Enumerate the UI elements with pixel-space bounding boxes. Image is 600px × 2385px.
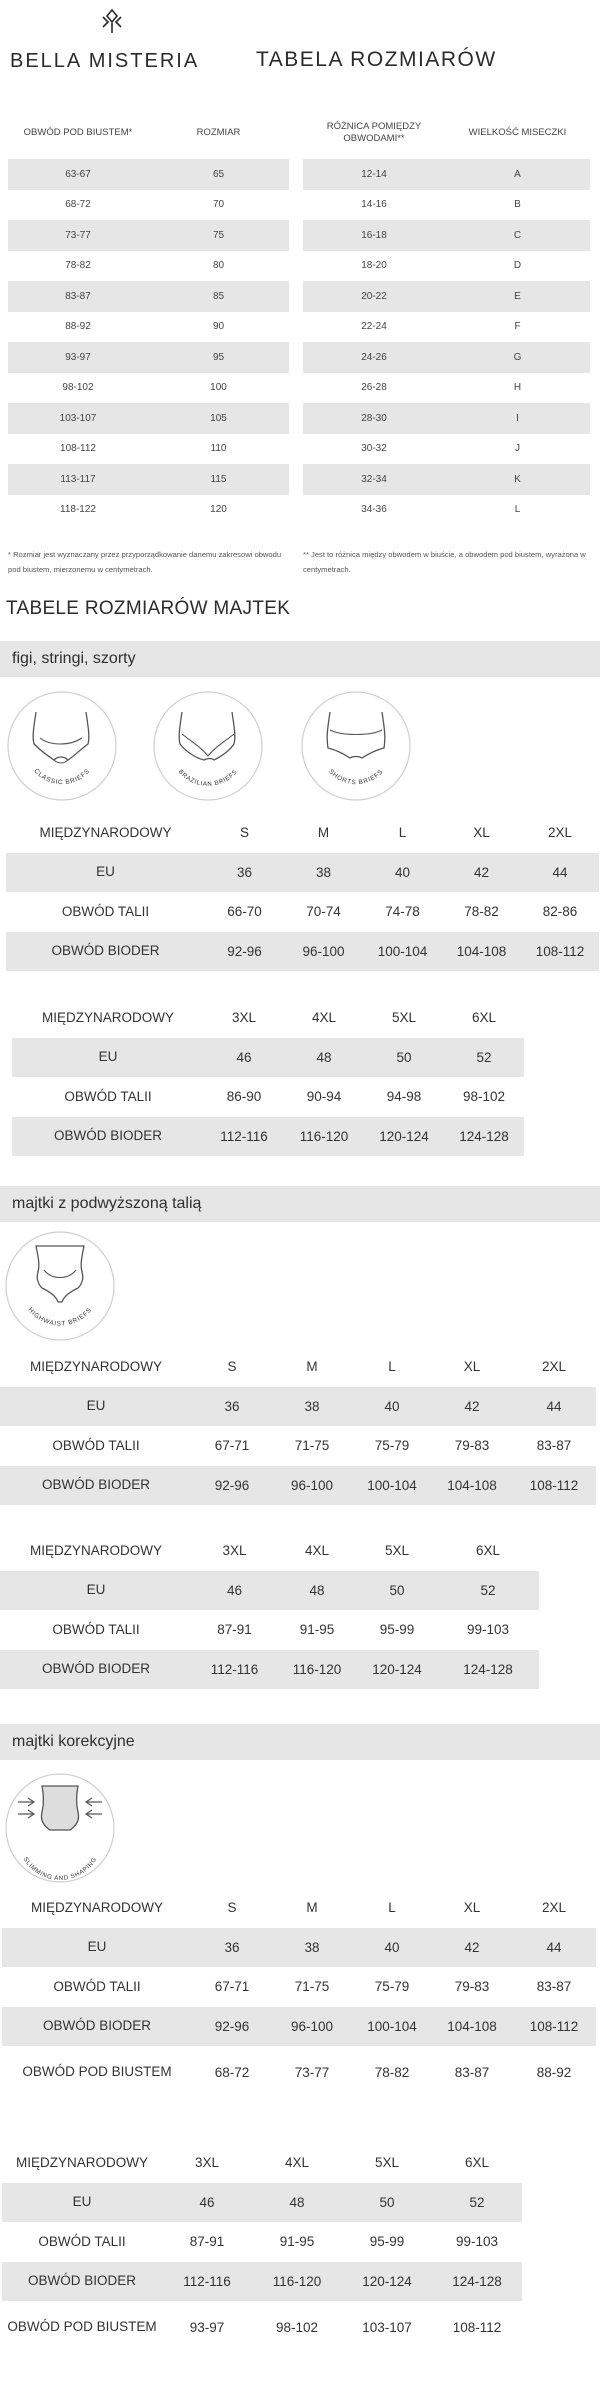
table-cell: 42 bbox=[432, 1387, 512, 1427]
table-cell: 98-102 bbox=[462, 1089, 506, 1105]
table-row bbox=[303, 312, 590, 343]
table-cell: 6XL bbox=[471, 1010, 497, 1026]
table-cell: B bbox=[514, 199, 521, 211]
table-cell: 50 bbox=[342, 2183, 432, 2223]
table-cell: 75-79 bbox=[374, 1438, 410, 1454]
table-cell: 44 bbox=[521, 853, 599, 893]
row-header: EU bbox=[0, 1571, 192, 1611]
table-row bbox=[2, 2222, 522, 2262]
row-header: EU bbox=[12, 1038, 204, 1078]
table-cell: 44 bbox=[512, 1928, 596, 1968]
table-cell: 73-77 bbox=[8, 220, 148, 251]
table-cell: I bbox=[445, 403, 590, 434]
table-cell: 100-104 bbox=[352, 1466, 432, 1506]
column-header: OBWÓD POD BIUSTEM* bbox=[23, 127, 133, 138]
table-cell: 108-112 bbox=[521, 932, 599, 972]
table-row bbox=[12, 1077, 524, 1117]
table-cell: 120 bbox=[210, 504, 227, 516]
table-cell: 120-124 bbox=[357, 1650, 437, 1690]
table-cell: 6XL bbox=[475, 1543, 501, 1559]
shaping-size-table-1 bbox=[2, 1888, 596, 2098]
table-cell: 46 bbox=[204, 1038, 284, 1078]
table-row bbox=[2, 2301, 522, 2353]
size-header-row bbox=[2, 1888, 596, 1928]
table-cell: 5XL bbox=[384, 1543, 410, 1559]
table-row bbox=[303, 190, 590, 221]
table-cell: 38 bbox=[272, 1387, 352, 1427]
table-cell: 50 bbox=[364, 1038, 444, 1078]
table-cell: 124-128 bbox=[444, 1117, 524, 1157]
row-header: EU bbox=[6, 853, 205, 893]
table-cell: S bbox=[239, 825, 249, 841]
table-cell: 93-97 bbox=[8, 342, 148, 373]
table-cell: S bbox=[227, 1359, 237, 1375]
size-header-row bbox=[0, 1531, 539, 1571]
table-cell: 4XL bbox=[284, 2155, 310, 2171]
row-header: MIĘDZYNARODOWY bbox=[15, 2154, 148, 2170]
table-row bbox=[303, 251, 590, 282]
table-cell: 104-108 bbox=[432, 2007, 512, 2047]
row-header: OBWÓD TALII bbox=[64, 1088, 152, 1104]
table-cell: 67-71 bbox=[214, 1979, 250, 1995]
table-cell: 99-103 bbox=[466, 1622, 510, 1638]
table-row bbox=[6, 932, 599, 972]
bella-misteria-logo-icon bbox=[100, 8, 124, 34]
table-row bbox=[303, 220, 590, 251]
table-cell: 50 bbox=[357, 1571, 437, 1611]
table-cell: 83-87 bbox=[8, 281, 148, 312]
table-cell: 36 bbox=[205, 853, 284, 893]
table-cell: 103-107 bbox=[362, 2319, 412, 2335]
table-cell: 66-70 bbox=[227, 904, 262, 920]
table-cell: D bbox=[513, 260, 522, 272]
table-cell: 4XL bbox=[311, 1010, 337, 1026]
table-row bbox=[8, 434, 289, 465]
table-cell: C bbox=[445, 220, 590, 251]
table-row bbox=[303, 495, 590, 526]
table-row bbox=[8, 281, 289, 312]
table-cell: 83-87 bbox=[536, 1438, 572, 1454]
badge-label: SLIMMING AND SHAPING bbox=[21, 1855, 99, 1883]
section-label-shaping: majtki korekcyjne bbox=[12, 1733, 135, 1750]
table-cell: 48 bbox=[284, 1038, 364, 1078]
table-cell: 70 bbox=[212, 199, 225, 211]
table-cell: 87-91 bbox=[189, 2234, 225, 2250]
page-title: TABELA ROZMIARÓW bbox=[256, 48, 497, 71]
table-cell: 52 bbox=[432, 2183, 522, 2223]
shorts-briefs-icon bbox=[300, 690, 412, 802]
table-cell: 34-36 bbox=[361, 504, 387, 516]
table-cell: 99-103 bbox=[455, 2234, 499, 2250]
table-cell: 24-26 bbox=[303, 342, 445, 373]
table-row bbox=[8, 251, 289, 282]
table-row bbox=[8, 159, 289, 190]
table-cell: 92-96 bbox=[205, 932, 284, 972]
table-cell: 2XL bbox=[541, 1359, 567, 1375]
table-cell: 40 bbox=[352, 1928, 432, 1968]
table-cell: 79-83 bbox=[454, 1979, 490, 1995]
table-row bbox=[2, 2183, 522, 2223]
table-cell: L bbox=[398, 825, 407, 841]
table-cell: 78-82 bbox=[374, 2064, 410, 2080]
table-cell: S bbox=[227, 1900, 237, 1916]
table-cell: 85 bbox=[148, 281, 289, 312]
table-cell: 116-120 bbox=[252, 2262, 342, 2302]
table-cell: 46 bbox=[162, 2183, 252, 2223]
table-row bbox=[303, 281, 590, 312]
table-cell: 68-72 bbox=[214, 2064, 250, 2080]
table-cell: M bbox=[317, 825, 330, 841]
table-cell: 52 bbox=[444, 1038, 524, 1078]
table-cell: M bbox=[306, 1900, 318, 1916]
table-row bbox=[0, 1650, 539, 1690]
table-cell: 95-99 bbox=[369, 2234, 405, 2250]
table-cell: 78-82 bbox=[65, 260, 91, 272]
table-cell: 40 bbox=[352, 1387, 432, 1427]
table-cell: XL bbox=[473, 825, 490, 841]
table-row bbox=[8, 373, 289, 404]
table-cell: 67-71 bbox=[214, 1438, 250, 1454]
table-row bbox=[303, 373, 590, 404]
table-cell: 71-75 bbox=[294, 1438, 330, 1454]
table-cell: 104-108 bbox=[442, 932, 521, 972]
table-cell: 115 bbox=[148, 464, 289, 495]
table-row bbox=[8, 190, 289, 221]
table-cell: 93-97 bbox=[189, 2319, 225, 2335]
table-cell: 22-24 bbox=[361, 321, 387, 333]
table-cell: 112-116 bbox=[192, 1650, 277, 1690]
row-header: OBWÓD BIODER bbox=[12, 1117, 204, 1157]
column-header: ROZMIAR bbox=[196, 127, 241, 138]
table-cell: 42 bbox=[442, 853, 521, 893]
table-cell: 120-124 bbox=[364, 1117, 444, 1157]
table-cell: 38 bbox=[284, 853, 363, 893]
table-cell: 65 bbox=[148, 159, 289, 190]
table-cell: 75 bbox=[148, 220, 289, 251]
table-row bbox=[303, 464, 590, 495]
briefs-size-table-2 bbox=[12, 998, 524, 1156]
table-cell: 48 bbox=[277, 1571, 357, 1611]
row-header: OBWÓD BIODER bbox=[6, 932, 205, 972]
table-cell: M bbox=[306, 1359, 318, 1375]
table-cell: L bbox=[388, 1359, 396, 1375]
row-header: EU bbox=[2, 2183, 162, 2223]
table-cell: A bbox=[445, 159, 590, 190]
table-cell: 79-83 bbox=[454, 1438, 490, 1454]
table-row bbox=[2, 2262, 522, 2302]
badge-label: SHORTS BRIEFS bbox=[327, 768, 385, 787]
table-cell: 118-122 bbox=[60, 504, 96, 516]
table-row bbox=[303, 403, 590, 434]
table-row bbox=[303, 342, 590, 373]
table-cell: 88-92 bbox=[65, 321, 91, 333]
row-header: OBWÓD BIODER bbox=[0, 1650, 192, 1690]
shaping-size-table-2 bbox=[2, 2143, 522, 2353]
table-cell: 78-82 bbox=[464, 904, 499, 920]
table-cell: 95-99 bbox=[379, 1622, 415, 1638]
table-cell: 124-128 bbox=[432, 2262, 522, 2302]
row-header: OBWÓD TALII bbox=[52, 1621, 140, 1637]
table-cell: 30-32 bbox=[361, 443, 387, 455]
section-label-highwaist: majtki z podwyższoną talią bbox=[12, 1195, 202, 1212]
table-cell: 112-116 bbox=[204, 1117, 284, 1157]
classic-briefs-icon bbox=[6, 690, 118, 802]
table-cell: 5XL bbox=[391, 1010, 417, 1026]
row-header: EU bbox=[0, 1387, 192, 1427]
table-cell: J bbox=[515, 443, 520, 455]
table-cell: 92-96 bbox=[192, 1466, 272, 1506]
table-cell: 42 bbox=[432, 1928, 512, 1968]
table-cell: 100-104 bbox=[352, 2007, 432, 2047]
row-header: OBWÓD BIODER bbox=[2, 2007, 192, 2047]
size-header-row bbox=[6, 813, 599, 853]
row-header: MIĘDZYNARODOWY bbox=[39, 824, 172, 840]
table-cell: 2XL bbox=[541, 1900, 567, 1916]
table-cell: 44 bbox=[512, 1387, 596, 1427]
table-cell: 28-30 bbox=[303, 403, 445, 434]
row-header: OBWÓD TALII bbox=[61, 903, 150, 919]
table-cell: L bbox=[514, 504, 521, 516]
table-cell: 38 bbox=[272, 1928, 352, 1968]
footnote-band-size: * Rozmiar jest wyznaczany przez przyporządkowanie danemu zakresowi obwodu pod biustem, mierzonemu w centymetrach. bbox=[8, 550, 282, 574]
table-cell: 46 bbox=[192, 1571, 277, 1611]
table-cell: 36 bbox=[192, 1387, 272, 1427]
table-cell: 70-74 bbox=[306, 904, 341, 920]
table-cell: 3XL bbox=[222, 1543, 247, 1559]
table-cell: 96-100 bbox=[272, 2007, 352, 2047]
table-cell: 6XL bbox=[464, 2155, 490, 2171]
table-cell: 90-94 bbox=[306, 1089, 342, 1105]
table-row bbox=[12, 1117, 524, 1157]
table-cell: 26-28 bbox=[361, 382, 387, 394]
table-cell: 68-72 bbox=[65, 199, 91, 211]
table-cell: 104-108 bbox=[432, 1466, 512, 1506]
table-row bbox=[0, 1466, 596, 1506]
table-row bbox=[6, 892, 599, 932]
table-cell: 105 bbox=[148, 403, 289, 434]
table-cell: 4XL bbox=[304, 1543, 330, 1559]
table-cell: XL bbox=[463, 1900, 481, 1916]
table-cell: 83-87 bbox=[454, 2064, 490, 2080]
bra-band-size-table bbox=[8, 107, 289, 525]
table-cell: 80 bbox=[212, 260, 225, 272]
table-row bbox=[6, 853, 599, 893]
table-row bbox=[2, 2007, 596, 2047]
table-row bbox=[8, 464, 289, 495]
table-cell: 124-128 bbox=[437, 1650, 539, 1690]
row-header: MIĘDZYNARODOWY bbox=[41, 1009, 174, 1025]
table-cell: 96-100 bbox=[284, 932, 363, 972]
row-header: OBWÓD POD BIUSTEM bbox=[7, 2319, 157, 2334]
size-header-row bbox=[0, 1347, 596, 1387]
table-row bbox=[8, 403, 289, 434]
table-cell: L bbox=[388, 1900, 396, 1916]
highwaist-size-table-2 bbox=[0, 1531, 539, 1689]
table-row bbox=[0, 1610, 539, 1650]
table-row bbox=[303, 159, 590, 190]
row-header: OBWÓD TALII bbox=[38, 2233, 126, 2249]
row-header: MIĘDZYNARODOWY bbox=[29, 1358, 162, 1374]
table-cell: 88-92 bbox=[536, 2064, 572, 2080]
table-cell: 103-107 bbox=[8, 403, 148, 434]
row-header: OBWÓD BIODER bbox=[2, 2262, 162, 2302]
table-cell: 74-78 bbox=[385, 904, 420, 920]
table-cell: 91-95 bbox=[299, 1622, 335, 1638]
table-cell: 63-67 bbox=[8, 159, 148, 190]
table-row bbox=[303, 434, 590, 465]
table-cell: F bbox=[514, 321, 521, 333]
row-header: OBWÓD TALII bbox=[52, 1437, 140, 1453]
table-cell: XL bbox=[463, 1359, 481, 1375]
table-cell: 36 bbox=[192, 1928, 272, 1968]
table-cell: 113-117 bbox=[8, 464, 148, 495]
table-cell: 5XL bbox=[374, 2155, 400, 2171]
table-cell: 91-95 bbox=[279, 2234, 315, 2250]
row-header: EU bbox=[2, 1928, 192, 1968]
table-cell: 75-79 bbox=[374, 1979, 410, 1995]
section-label-briefs: figi, stringi, szorty bbox=[12, 650, 136, 667]
table-cell: 48 bbox=[252, 2183, 342, 2223]
table-cell: 2XL bbox=[547, 825, 573, 841]
table-cell: 120-124 bbox=[342, 2262, 432, 2302]
badge-label: CLASSIC BRIEFS bbox=[32, 767, 92, 787]
table-cell: H bbox=[513, 382, 522, 394]
badge-label: HIGHWAIST BRIEFS bbox=[26, 1306, 94, 1328]
table-cell: 14-16 bbox=[361, 199, 387, 211]
table-cell: 108-112 bbox=[512, 1466, 596, 1506]
size-header-row bbox=[2, 2143, 522, 2183]
table-cell: 52 bbox=[437, 1571, 539, 1611]
table-row bbox=[8, 495, 289, 526]
table-cell: 82-86 bbox=[542, 904, 578, 920]
cup-size-table bbox=[303, 107, 590, 525]
footnote-cup-difference: ** Jest to różnica między obwodem w biuście, a obwodem pod biustem, wyrażona w centymetrach. bbox=[303, 550, 586, 574]
table-cell: G bbox=[445, 342, 590, 373]
table-cell: 83-87 bbox=[536, 1979, 572, 1995]
table-cell: 112-116 bbox=[162, 2262, 252, 2302]
table-cell: 40 bbox=[363, 853, 442, 893]
table-cell: 116-120 bbox=[284, 1117, 364, 1157]
table-row bbox=[8, 220, 289, 251]
table-cell: 3XL bbox=[231, 1010, 257, 1026]
row-header: OBWÓD BIODER bbox=[0, 1466, 192, 1506]
column-header: RÓŻNICA POMIĘDZY OBWODAMI** bbox=[326, 121, 422, 144]
table-row bbox=[0, 1387, 596, 1427]
table-cell: 100-104 bbox=[363, 932, 442, 972]
slimming-shaping-icon bbox=[4, 1772, 116, 1884]
table-cell: 16-18 bbox=[303, 220, 445, 251]
row-header: MIĘDZYNARODOWY bbox=[30, 1899, 163, 1915]
table-cell: 12-14 bbox=[303, 159, 445, 190]
panties-section-title: TABELE ROZMIARÓW MAJTEK bbox=[6, 598, 291, 619]
table-cell: 96-100 bbox=[272, 1466, 352, 1506]
table-cell: E bbox=[445, 281, 590, 312]
row-header: OBWÓD POD BIUSTEM bbox=[22, 2064, 172, 2079]
table-cell: 95 bbox=[148, 342, 289, 373]
table-cell: 18-20 bbox=[361, 260, 387, 272]
table-cell: 108-112 bbox=[60, 443, 96, 455]
table-row bbox=[8, 312, 289, 343]
table-cell: 20-22 bbox=[303, 281, 445, 312]
size-header-row bbox=[12, 998, 524, 1038]
table-cell: K bbox=[445, 464, 590, 495]
table-cell: 108-112 bbox=[452, 2319, 502, 2335]
table-cell: 92-96 bbox=[192, 2007, 272, 2047]
table-cell: 108-112 bbox=[512, 2007, 596, 2047]
table-cell: 98-102 bbox=[275, 2319, 319, 2335]
row-header: MIĘDZYNARODOWY bbox=[29, 1542, 162, 1558]
brand-name: BELLA MISTERIA bbox=[10, 50, 200, 72]
table-cell: 71-75 bbox=[294, 1979, 330, 1995]
table-cell: 90 bbox=[212, 321, 225, 333]
row-header: OBWÓD TALII bbox=[53, 1978, 141, 1994]
table-cell: 86-90 bbox=[226, 1089, 262, 1105]
badge-label: BRAZILIAN BRIEFS bbox=[176, 768, 240, 788]
table-row bbox=[2, 1928, 596, 1968]
table-cell: 100 bbox=[210, 382, 227, 394]
table-cell: 3XL bbox=[194, 2155, 220, 2171]
highwaist-briefs-icon bbox=[4, 1230, 116, 1342]
table-cell: 73-77 bbox=[294, 2064, 330, 2080]
table-cell: 98-102 bbox=[62, 382, 94, 394]
table-row bbox=[2, 2046, 596, 2098]
table-cell: 116-120 bbox=[277, 1650, 357, 1690]
table-row bbox=[0, 1426, 596, 1466]
table-cell: 87-91 bbox=[217, 1622, 252, 1638]
brazilian-briefs-icon bbox=[152, 690, 264, 802]
table-row bbox=[12, 1038, 524, 1078]
table-cell: 94-98 bbox=[386, 1089, 422, 1105]
table-row bbox=[0, 1571, 539, 1611]
table-cell: 110 bbox=[210, 443, 227, 455]
briefs-size-table-1 bbox=[6, 813, 599, 971]
table-row bbox=[8, 342, 289, 373]
table-row bbox=[2, 1967, 596, 2007]
highwaist-size-table-1 bbox=[0, 1347, 596, 1505]
table-cell: 32-34 bbox=[303, 464, 445, 495]
column-header: WIELKOŚĆ MISECZKI bbox=[468, 127, 567, 138]
